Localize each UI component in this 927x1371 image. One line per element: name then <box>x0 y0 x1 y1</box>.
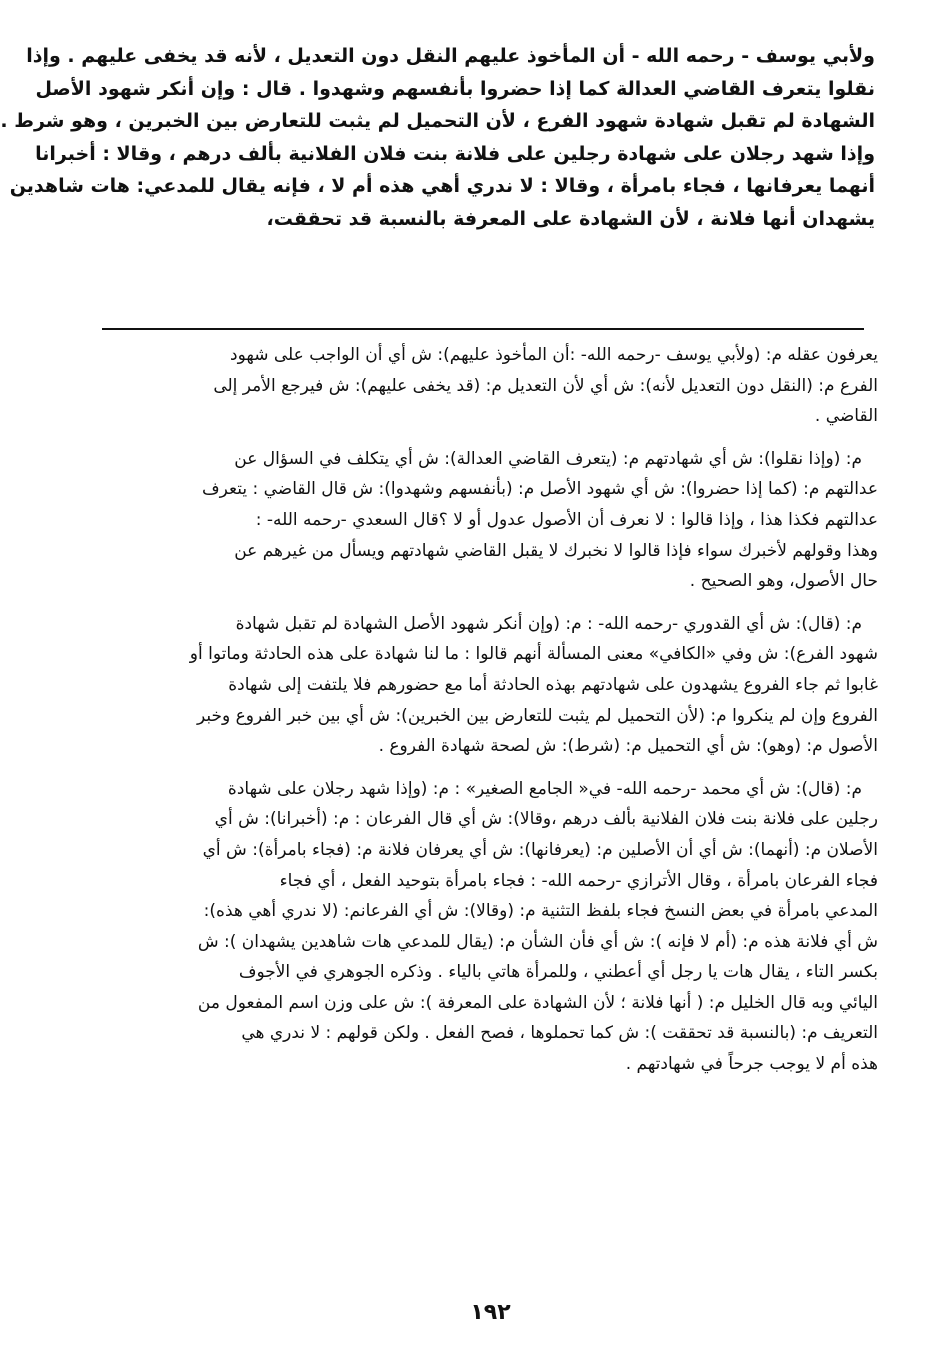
commentary-line: الفرع م: (النقل دون التعديل لأنه): ش أي لأن التعديل م: (قد يخفى عليهم): ش فيرجع الأمر إلى <box>213 375 878 396</box>
commentary-line: حال الأصول، وهو الصحيح . <box>689 571 878 592</box>
commentary-line: الفروع وإن لم ينكروا م: (لأن التحميل لم يثبت للتعارض بين الخبرين): ش أي بين خبر الفروع وخبر <box>196 705 878 726</box>
commentary-line: فجاء الفرعان بامرأة ، وقال الأترازي -رحمه الله- : فجاء بامرأة بتوحيد الفعل ، أي فجاء <box>279 870 878 891</box>
commentary-paragraph <box>88 444 878 597</box>
commentary-paragraph <box>88 340 878 432</box>
commentary-line: رجلين على فلانة بنت فلان الفلانية بألف درهم ،وقالا): ش أي قال الفرعان : م: (أخبرانا): ش أي <box>214 809 878 830</box>
commentary-line: شهود الفرع): ش وفي «الكافي» معنى المسألة أنهم قالوا : ما لنا شهادة على هذه الحادثة وماتوا أو <box>189 644 878 665</box>
commentary-line: م: (وإذا نقلوا): ش أي شهادتهم م: (يتعرف القاضي العدالة): ش أي يتكلف في السؤال عن <box>234 448 862 469</box>
commentary-line: م: (قال): ش أي محمد -رحمه الله- في« الجامع الصغير» : م: (وإذا شهد رجلان على شهادة <box>227 778 862 799</box>
commentary-line: غابوا ثم جاء الفروع يشهدون على شهادتهم بهذه الحادثة أما مع حضورهم فلا يلتفت إلى شهادة <box>228 674 878 695</box>
commentary-line: وهذا وقولهم لأخبرك سواء فإذا قالوا لا نخبرك لا يقبل القاضي شهادتهم ويسأل من غيرهم عن <box>234 540 878 561</box>
commentary-line: عدالتهم م: (كما إذا حضروا): ش أي شهود الأصل م: (بأنفسهم وشهدوا): ش قال القاضي : يتعرف <box>201 479 878 500</box>
main-text-block <box>0 40 877 235</box>
commentary-line: التعريف م: (بالنسبة قد تحققت ): ش كما تحملوها ، فصح الفعل . ولكن قولهم : لا ندري هي <box>241 1023 878 1044</box>
commentary-line: المدعي بامرأة في بعض النسخ فجاء بلفظ التثنية م: (وقالا): ش أي الفرعانم: (لا ندري أهي هذه): <box>203 901 878 922</box>
main-text-line: أنهما يعرفانها ، فجاء بامرأة ، وقالا : لا ندري أهي هذه أم لا ، فإنه يقال للمدعي: هات شاهدين <box>9 175 875 197</box>
commentary-line: اليائي وبه قال الخليل م: ( أنها فلانة ؛ لأن الشهادة على المعرفة ): ش على وزن اسم المفعول من <box>197 992 878 1013</box>
text-divider-rule <box>102 328 864 330</box>
main-text-line: يشهدان أنها فلانة ، لأن الشهادة على المعرفة بالنسبة قد تحققت، <box>266 207 875 230</box>
commentary-line: يعرفون عقله م: (ولأبي يوسف -رحمه الله- :أن المأخوذ عليهم): ش أي أن الواجب على شهود <box>230 345 878 365</box>
main-text-line: نقلوا يتعرف القاضي العدالة كما إذا حضروا بأنفسهم وشهدوا . قال : وإن أنكر شهود الأصل <box>35 77 875 100</box>
commentary-block <box>88 340 878 1092</box>
commentary-line: القاضي . <box>814 406 878 427</box>
commentary-line: الأصلان م: (أنهما): ش أي أن الأصلين م: (يعرفانها): ش أي يعرفان فلانة م: (فجاء بامرأة): ش أي <box>202 839 878 860</box>
main-text-line: الشهادة لم تقبل شهادة شهود الفرع ، لأن التحميل لم يثبت للتعارض بين الخبرين ، وهو شرط . <box>0 110 875 132</box>
commentary-line: عدالتهم فكذا هذا ، وإذا قالوا : لا نعرف أن الأصول عدول أو لا ؟قال السعدي -رحمه الله- : <box>255 509 878 530</box>
commentary-line: هذه أم لا يوجب جرحاً في شهادتهم . <box>625 1054 878 1075</box>
commentary-paragraph <box>88 609 878 762</box>
commentary-line: م: (قال): ش أي القدوري -رحمه الله- : م: (وإن أنكر شهود الأصل الشهادة لم تقبل شهادة <box>235 613 862 634</box>
commentary-line: بكسر التاء ، يقال هات يا رجل أي أعطني ، وللمرأة هاتي بالياء . وذكره الجوهري في الأجوف <box>238 962 878 983</box>
commentary-line: الأصول م: (وهو): ش أي التحميل م: (شرط): ش لصحة شهادة الفروع . <box>378 736 878 757</box>
main-text-line: وإذا شهد رجلان على شهادة رجلين على فلانة بنت فلان الفلانية بألف درهم ، وقالا : أخبرانا <box>35 142 875 165</box>
commentary-paragraph <box>88 774 878 1080</box>
main-text-line: ولأبي يوسف - رحمه الله - أن المأخوذ عليهم النقل دون التعديل ، لأنه قد يخفى عليهم . وإذا <box>26 45 875 67</box>
commentary-line: ش أي فلانة هذه م: (أم لا فإنه ): ش أي فأن الشأن م: (يقال للمدعي هات شاهدين يشهدان ): ش <box>197 931 878 952</box>
page-number: ١٩٢ <box>470 1300 511 1325</box>
